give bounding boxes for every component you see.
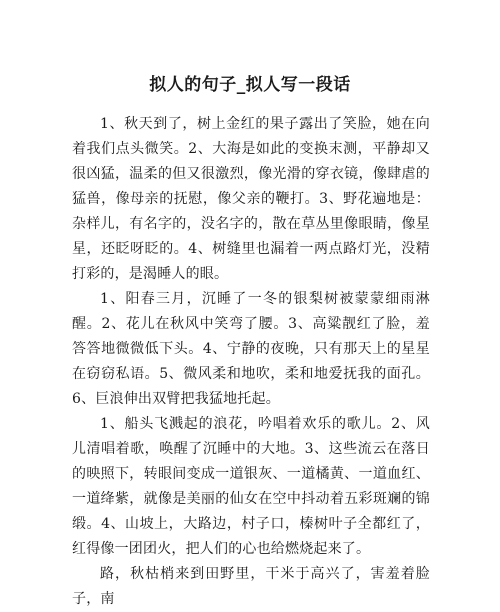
paragraph-4: 路，秋枯梢来到田野里，干米于高兴了，害羞着脸子，南	[72, 566, 430, 607]
document-body	[72, 112, 430, 612]
paragraph-3: 1、船头飞溅起的浪花，吟唱着欢乐的歌儿。2、风儿清唱着歌，唤醒了沉睡中的大地。3、这些流云在落日的映照下，转眼间变成一道银灰、一道橘黄、一道血红、一道绛紫，就像是美丽的仙女在空中抖动着五彩斑斓的锦缎。4、山坡上，大路边，村子口，榛树叶子全都红了，红得像一团团火，把人们的心也给燃烧起来了。	[72, 416, 430, 557]
document-title: 拟人的句子_拟人写一段话	[149, 75, 351, 95]
paragraph-1: 1、秋天到了，树上金红的果子露出了笑脸，她在向着我们点头微笑。2、大海是如此的变换末测，平静却又很凶猛，温柔的但又很激烈，像光滑的穿衣镜，像肆虐的猛兽，像母亲的抚慰，像父亲的鞭打。3、野花遍地是：杂样儿，有名字的，没名字的，散在草丛里像眼睛，像星星，还眨呀眨的。4、树缝里也漏着一两点路灯光，没精打彩的，是渴睡人的眼。	[72, 116, 430, 282]
paragraph-2: 1、阳春三月，沉睡了一冬的银梨树被蒙蒙细雨淋醒。2、花儿在秋风中笑弯了腰。3、高粱靓红了脸，羞答答地微微低下头。4、宁静的夜晚，只有那天上的星星在窃窃私语。5、微风柔和地吹，柔和地爱抚我的面孔。6、巨浪伸出双臂把我猛地托起。	[72, 291, 430, 407]
